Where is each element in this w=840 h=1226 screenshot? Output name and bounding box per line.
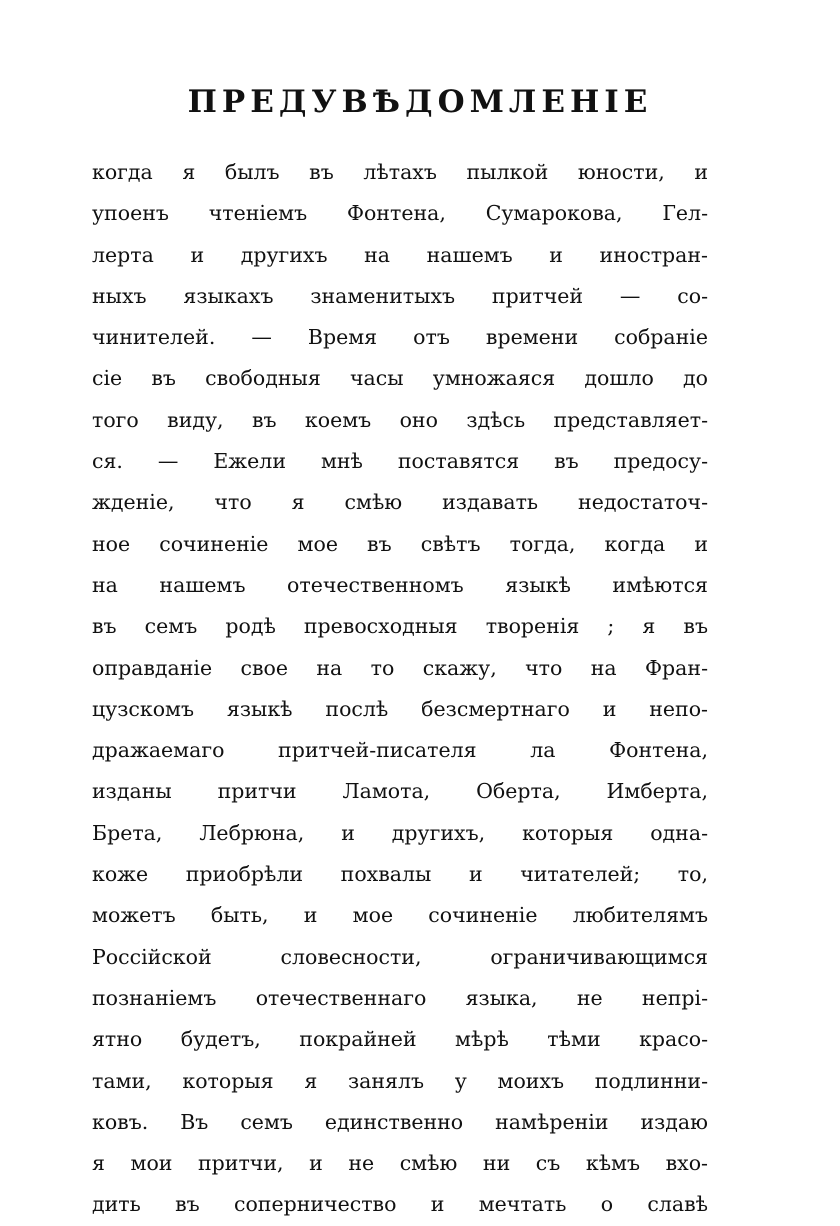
- text-line-17: Брета, Лебрюна, и другихъ, которыя одна-: [92, 820, 708, 845]
- text-line-9: жденіе, что я смѣю издавать недостаточ-: [92, 490, 708, 515]
- text-line-14: цузскомъ языкѣ послѣ безсмертнаго и непо-: [92, 696, 708, 721]
- text-line-7: того виду, въ коемъ оно здѣсь представляет-: [92, 407, 708, 432]
- text-line-24: ковъ. Въ семъ единственно намѣреніи издаю: [92, 1109, 708, 1134]
- preface-text: [92, 152, 708, 1226]
- page-title: ПРЕДУВѢДОМЛЕНІЕ: [187, 84, 653, 120]
- text-line-2: упоенъ чтеніемъ Фонтена, Сумарокова, Гел-: [92, 201, 708, 226]
- text-line-19: можетъ быть, и мое сочиненіе любителямъ: [92, 903, 708, 928]
- text-line-25: я мои притчи, и не смѣю ни съ кѣмъ вхо-: [92, 1151, 708, 1176]
- text-line-11: на нашемъ отечественномъ языкѣ имѣются: [92, 572, 708, 597]
- text-line-22: ятно будетъ, покрайней мѣрѣ тѣми красо-: [92, 1027, 708, 1052]
- text-line-6: сіе въ свободныя часы умножаяся дошло до: [92, 366, 708, 391]
- text-line-8: ся. — Ежели мнѣ поставятся въ предосу-: [92, 449, 708, 474]
- text-line-1: когда я былъ въ лѣтахъ пылкой юности, и: [92, 160, 708, 184]
- text-line-21: познаніемъ отечественнаго языка, не непрі-: [92, 985, 708, 1010]
- text-line-10: ное сочиненіе мое въ свѣтъ тогда, когда и: [92, 531, 708, 556]
- text-line-4: ныхъ языкахъ знаменитыхъ притчей — со-: [92, 283, 708, 308]
- text-line-23: тами, которыя я занялъ у моихъ подлинни-: [92, 1068, 708, 1093]
- text-line-3: лерта и другихъ на нашемъ и иностран-: [92, 242, 708, 267]
- text-line-18: коже приобрѣли похвалы и читателей; то,: [92, 862, 708, 887]
- text-line-16: изданы притчи Ламота, Оберта, Имберта,: [92, 779, 708, 804]
- text-line-26: дить въ соперничество и мечтать о славѣ: [92, 1192, 708, 1217]
- text-line-15: дражаемаго притчей-писателя ла Фонтена,: [92, 738, 708, 763]
- text-line-20: Россійской словесности, ограничивающимся: [92, 944, 708, 969]
- text-line-13: оправданіе свое на то скажу, что на Фран-: [92, 655, 708, 680]
- text-line-12: въ семъ родѣ превосходныя творенія ; я въ: [92, 614, 708, 639]
- text-line-5: чинителей. — Время отъ времени собраніе: [92, 325, 708, 350]
